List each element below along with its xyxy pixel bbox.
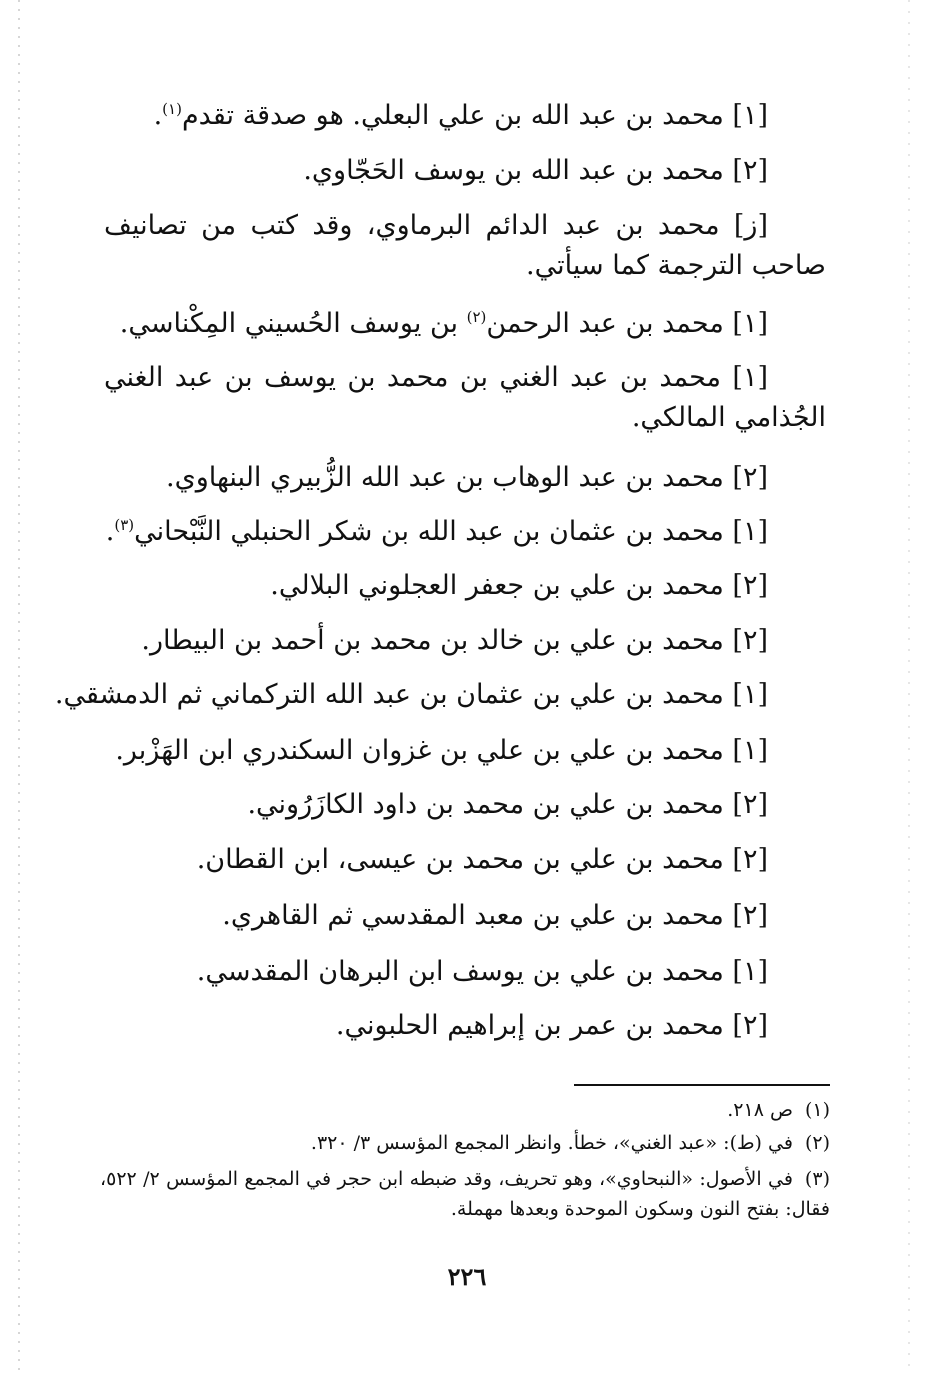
entry-text: محمد بن علي بن علي بن غزوان السكندري ابن الهَزْبر. xyxy=(115,735,724,766)
entry-line xyxy=(270,566,768,606)
entry-tag: [٢] xyxy=(732,900,768,931)
entry-text: محمد بن علي بن خالد بن محمد بن أحمد بن البيطار. xyxy=(141,625,724,656)
footnote-number: (١) xyxy=(804,1099,830,1121)
page-number: ٢٢٦ xyxy=(447,1262,487,1291)
entry-tag: [١] xyxy=(732,308,768,339)
entry-text: محمد بن عبد الغني بن محمد بن يوسف بن عبد الغني الجُذامي المالكي. xyxy=(104,362,826,433)
entry-line xyxy=(106,512,768,552)
entry-line xyxy=(115,731,768,771)
footnote-text: في (ط): «عبد الغني»، خطأ. وانظر المجمع المؤسس ٣/ ٣٢٠. xyxy=(310,1132,793,1154)
footnote-number: (٢) xyxy=(804,1132,830,1154)
footnote-text: في الأصول: «النبحاوي»، وهو تحريف، وقد ضبطه ابن حجر في المجمع المؤسس ٢/ ٥٢٢، فقال: بفتح النون وسكون الموحدة وبعدها مهملة. xyxy=(100,1168,830,1220)
entry-text: محمد بن عبد الدائم البرماوي، وقد كتب من تصانيف صاحب الترجمة كما سيأتي. xyxy=(104,210,826,281)
entry-tag: [١] xyxy=(732,100,768,131)
footnote-ref: (١) xyxy=(162,100,182,118)
entry-text: محمد بن عبد الله بن علي البعلي. هو صدقة تقدم xyxy=(181,100,724,131)
entry-line xyxy=(197,952,768,992)
entry-tag: [١] xyxy=(732,735,768,766)
entry-tag: [١] xyxy=(732,679,768,710)
entry-line xyxy=(141,621,768,661)
entry-line xyxy=(166,458,768,498)
entry-text: محمد بن عبد الله بن يوسف الحَجّاوي. xyxy=(303,155,724,186)
entry-tag: [٢] xyxy=(732,462,768,493)
entry-text: محمد بن علي بن محمد بن عيسى، ابن القطان. xyxy=(196,844,724,875)
entry-tag: [٢] xyxy=(732,570,768,601)
entry-text: محمد بن علي بن جعفر العجلوني البلالي. xyxy=(270,570,724,601)
entry-text: محمد بن علي بن معبد المقدسي ثم القاهري. xyxy=(222,900,724,931)
entry-tag: [١] xyxy=(732,956,768,987)
entry-end: بن يوسف الحُسيني المِكْناسي. xyxy=(119,308,467,339)
entry-line xyxy=(247,785,768,825)
entry-tag: [١] xyxy=(732,362,768,393)
scan-margin-dots-right xyxy=(908,0,910,1375)
scan-margin-dots-left xyxy=(18,0,20,1375)
footnote-text: ص ٢١٨. xyxy=(727,1099,793,1121)
entry-text: محمد بن علي بن يوسف ابن البرهان المقدسي. xyxy=(196,956,724,987)
entry-line xyxy=(104,358,826,438)
footnote xyxy=(311,1128,830,1158)
entry-line xyxy=(197,840,768,880)
footnote-ref: (٢) xyxy=(466,308,487,326)
entry-end: . xyxy=(153,100,163,131)
entry-line xyxy=(120,304,768,344)
entry-line xyxy=(303,151,768,191)
footnote xyxy=(100,1164,830,1224)
footnote xyxy=(727,1095,830,1125)
entry-text: محمد بن عثمان بن عبد الله بن شكر الحنبلي النَّبْحاني xyxy=(134,516,724,547)
entry-tag: [٢] xyxy=(732,1010,768,1041)
entry-tag: [ز] xyxy=(733,210,768,241)
footnote-number: (٣) xyxy=(804,1168,830,1190)
entry-text: محمد بن علي بن عثمان بن عبد الله التركماني ثم الدمشقي. xyxy=(54,679,724,710)
entry-text: محمد بن عمر بن إبراهيم الحلبوني. xyxy=(335,1010,724,1041)
entry-line xyxy=(55,675,768,715)
entry-tag: [٢] xyxy=(732,155,768,186)
entry-line xyxy=(222,896,768,936)
footnote-separator xyxy=(574,1084,830,1086)
entry-line xyxy=(104,206,826,286)
footnote-ref: (٣) xyxy=(114,516,135,534)
entry-line xyxy=(336,1006,768,1046)
entry-text: محمد بن عبد الرحمن xyxy=(486,308,724,339)
entry-tag: [١] xyxy=(732,516,768,547)
entry-end: . xyxy=(105,516,115,547)
entry-tag: [٢] xyxy=(732,844,768,875)
entry-text: محمد بن عبد الوهاب بن عبد الله الزُّبيري البنهاوي. xyxy=(165,462,724,493)
entry-text: محمد بن علي بن محمد بن داود الكازَرُوني. xyxy=(247,789,724,820)
entry-tag: [٢] xyxy=(732,625,768,656)
entry-line xyxy=(154,96,768,136)
entry-tag: [٢] xyxy=(732,789,768,820)
